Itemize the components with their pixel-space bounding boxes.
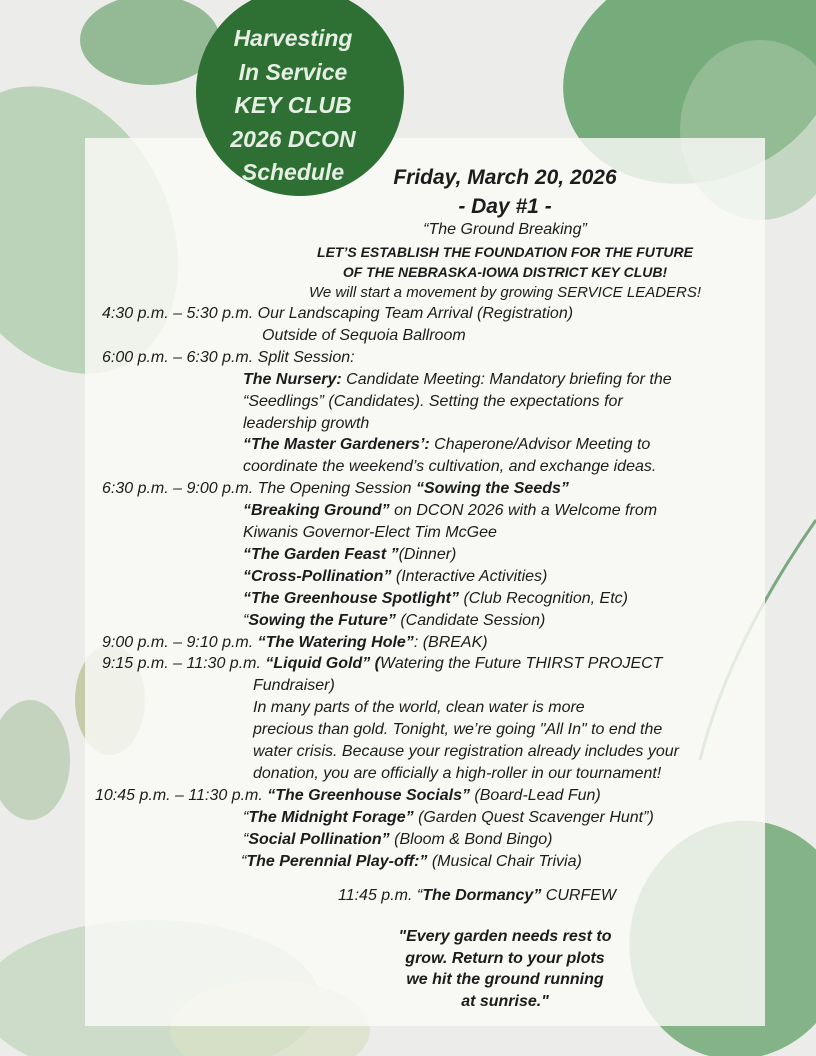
schedule-line [241, 852, 582, 872]
event-text: 6:30 p.m. – 9:00 p.m. The Opening Session [102, 480, 416, 498]
schedule-line [243, 435, 650, 455]
schedule-line [243, 457, 656, 477]
event-text: on DCON 2026 with a Welcome from [389, 502, 658, 520]
event-text: leadership growth [243, 414, 370, 432]
badge-line: KEY CLUB [234, 92, 352, 118]
schedule-line [102, 633, 488, 653]
event-text: In many parts of the world, clean water is more [253, 699, 585, 717]
quote-line: "Every garden needs rest to [398, 928, 612, 945]
schedule-line [243, 808, 654, 828]
event-title: “The Master Gardeners’: [243, 436, 430, 454]
event-title: The Dormancy” [422, 887, 542, 904]
schedule-line [243, 611, 545, 631]
motto-line-2: OF THE NEBRASKA-IOWA DISTRICT KEY CLUB! [342, 264, 668, 280]
event-text: “ [241, 852, 247, 870]
schedule-line [243, 370, 672, 390]
event-text: donation, you are officially a high-roller in our tournament! [253, 764, 662, 782]
schedule-line [253, 720, 662, 740]
quote-line: at sunrise." [461, 992, 549, 1010]
event-text: “Seedlings” (Candidates). Setting the expectations for [243, 392, 623, 410]
event-text: (Club Recognition, Etc) [459, 589, 628, 607]
leaf-left-olive-2 [0, 700, 70, 820]
event-text: Chaperone/Advisor Meeting to [429, 436, 651, 454]
event-text: Kiwanis Governor-Elect Tim McGee [243, 524, 497, 541]
event-text: Candidate Meeting: Mandatory briefing for the [341, 370, 672, 388]
closing-quote [380, 926, 630, 1012]
schedule-line [243, 414, 369, 434]
day-label: - Day #1 - [458, 195, 552, 218]
schedule-line [243, 830, 552, 850]
event-text: CURFEW [541, 887, 616, 904]
event-text: 4:30 p.m. – 5:30 p.m. Our Landscaping Team Arrival (Registration) [102, 305, 574, 322]
event-title: “The Greenhouse Spotlight” [243, 589, 460, 607]
quote-line: grow. Return to your plots [405, 949, 605, 967]
badge-line: 2026 DCON [230, 125, 356, 152]
event-text: “ [243, 830, 249, 848]
event-text: 11:45 p.m. “ [338, 887, 423, 904]
day-theme: “The Ground Breaking” [423, 221, 587, 238]
event-title: “Liquid Gold” ( [265, 655, 380, 673]
event-date: Friday, March 20, 2026 [393, 166, 617, 189]
event-text: 10:45 p.m. – 11:30 p.m. [95, 786, 268, 804]
event-text: “ [243, 808, 249, 826]
schedule-line [243, 567, 547, 587]
schedule-line [262, 326, 466, 346]
schedule-line [102, 654, 662, 674]
schedule-line [243, 501, 657, 521]
quote-line: we hit the ground running [406, 971, 604, 988]
event-title: The Perennial Play-off:” [246, 852, 428, 870]
motto-line-1: LET’S ESTABLISH THE FOUNDATION FOR THE FUTURE [317, 244, 693, 260]
event-title: Social Pollination” [248, 830, 390, 848]
event-text: (Interactive Activities) [391, 567, 548, 585]
event-text: 9:00 p.m. – 9:10 p.m. [102, 633, 258, 651]
schedule-line [102, 479, 569, 499]
event-text: Fundraiser) [253, 677, 335, 695]
event-text: (Garden Quest Scavenger Hunt”) [413, 808, 654, 826]
schedule-line [253, 764, 661, 784]
badge-line: Schedule [241, 159, 345, 185]
event-title: Sowing the Future” [248, 611, 396, 629]
schedule-line [243, 589, 628, 609]
event-text: coordinate the weekend’s cultivation, and exchange ideas. [243, 458, 657, 476]
event-text: (Dinner) [398, 545, 457, 563]
event-title: The Midnight Forage” [248, 808, 414, 826]
event-text: Watering the Future THIRST PROJECT [380, 655, 663, 673]
event-text: 9:15 p.m. – 11:30 p.m. [102, 655, 266, 673]
schedule-line [102, 348, 355, 368]
event-title: “Breaking Ground” [243, 502, 390, 520]
event-text: : (BREAK) [413, 633, 488, 651]
event-text: (Candidate Session) [395, 611, 546, 629]
title-badge-text [193, 22, 393, 190]
schedule-line [243, 545, 456, 565]
event-text: 6:00 p.m. – 6:30 p.m. Split Session: [102, 348, 355, 366]
event-text: (Board-Lead Fun) [469, 786, 601, 804]
tagline: We will start a movement by growing SERVICE LEADERS! [308, 284, 702, 301]
event-title: “Cross-Pollination” [243, 567, 392, 585]
event-title: The Nursery: [243, 370, 342, 388]
event-title: “The Watering Hole” [257, 633, 414, 651]
schedule-line [95, 786, 601, 806]
schedule-line [243, 392, 623, 412]
event-text: (Bloom & Bond Bingo) [389, 830, 553, 848]
schedule-line [253, 742, 679, 762]
event-text: water crisis. Because your registration already includes your [253, 743, 679, 760]
curfew-line [338, 886, 616, 906]
badge-line: Harvesting [233, 25, 353, 51]
event-text: precious than gold. Tonight, we’re going "All In" to end the [253, 721, 663, 739]
event-title: “Sowing the Seeds” [415, 480, 569, 498]
event-title: “The Garden Feast ” [243, 545, 399, 563]
schedule-line [243, 523, 497, 543]
schedule-line [253, 676, 335, 696]
schedule-line [253, 698, 585, 718]
badge-line: In Service [238, 58, 348, 85]
schedule-line [102, 304, 573, 324]
event-text: (Musical Chair Trivia) [427, 852, 582, 870]
event-title: “The Greenhouse Socials” [267, 786, 470, 804]
event-text: Outside of Sequoia Ballroom [262, 326, 466, 344]
event-text: “ [243, 611, 249, 629]
